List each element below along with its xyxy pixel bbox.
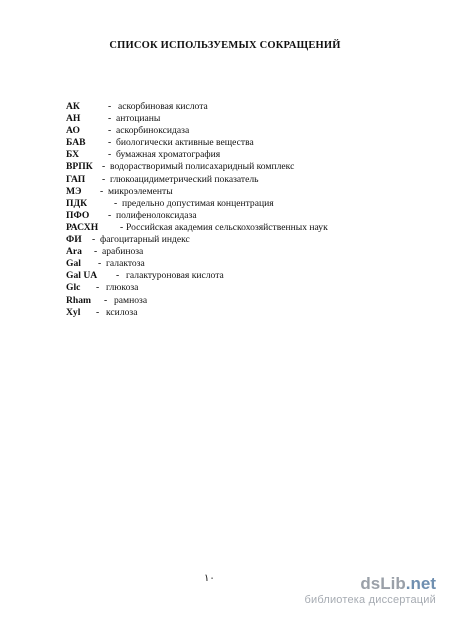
abbreviation-meaning: ксилоза bbox=[106, 306, 138, 318]
abbreviation-term: ПДК bbox=[66, 197, 88, 209]
abbreviation-term: Glc bbox=[66, 282, 81, 294]
abbreviation-meaning: биологически активные вещества bbox=[116, 137, 254, 149]
abbreviation-meaning: бумажная хроматография bbox=[116, 149, 221, 161]
abbreviation-meaning: глюкоацидиметрический показатель bbox=[110, 173, 259, 185]
abbreviation-dash: - bbox=[96, 282, 100, 294]
abbreviation-row bbox=[66, 198, 426, 210]
abbreviation-row bbox=[66, 149, 426, 161]
abbreviation-dash: - bbox=[108, 209, 112, 221]
abbreviation-dash: - bbox=[114, 197, 118, 209]
abbreviation-term: ПФО bbox=[66, 209, 90, 221]
abbreviation-row bbox=[66, 246, 426, 258]
abbreviation-meaning: водорастворимый полисахаридный комплекс bbox=[110, 161, 295, 173]
abbreviation-meaning: микроэлементы bbox=[108, 185, 173, 197]
watermark bbox=[304, 574, 436, 607]
abbreviation-meaning: арабиноза bbox=[102, 246, 144, 258]
abbreviation-dash: - bbox=[104, 294, 108, 306]
abbreviation-dash: - bbox=[96, 306, 100, 318]
abbreviation-term: АО bbox=[66, 125, 80, 137]
abbreviation-row bbox=[66, 161, 426, 173]
abbreviation-list bbox=[66, 101, 426, 319]
abbreviation-row bbox=[66, 307, 426, 319]
abbreviation-term: Rham bbox=[66, 294, 92, 306]
abbreviation-meaning: полифенолоксидаза bbox=[116, 209, 197, 221]
watermark-logo-main: dsLib bbox=[360, 574, 406, 593]
abbreviation-term: МЭ bbox=[66, 185, 82, 197]
abbreviation-meaning: антоцианы bbox=[116, 113, 161, 125]
page-title: СПИСОК ИСПОЛЬЗУЕМЫХ СОКРАЩЕНИЙ bbox=[109, 40, 341, 51]
abbreviation-meaning: предельно допустимая концентрация bbox=[122, 197, 274, 209]
abbreviation-term: ФИ bbox=[66, 234, 82, 246]
abbreviation-row bbox=[66, 270, 426, 282]
abbreviation-term: РАСХН bbox=[66, 221, 99, 233]
abbreviation-dash: - bbox=[108, 125, 112, 137]
abbreviation-meaning: глюкоза bbox=[106, 282, 139, 294]
abbreviation-term: БХ bbox=[66, 149, 80, 161]
abbreviation-meaning: фагоцитарный индекс bbox=[100, 234, 190, 246]
abbreviation-dash: - bbox=[102, 173, 106, 185]
abbreviation-dash: - bbox=[120, 221, 124, 233]
abbreviation-row bbox=[66, 125, 426, 137]
abbreviation-term: БАВ bbox=[66, 137, 86, 149]
abbreviation-term: Gal bbox=[66, 258, 81, 270]
abbreviation-dash: - bbox=[92, 234, 96, 246]
abbreviation-row bbox=[66, 282, 426, 294]
abbreviation-term: ГАП bbox=[66, 173, 86, 185]
abbreviation-row bbox=[66, 174, 426, 186]
watermark-subtitle: библиотека диссертаций bbox=[304, 594, 436, 606]
abbreviation-dash: - bbox=[100, 185, 104, 197]
abbreviation-row bbox=[66, 113, 426, 125]
abbreviation-row bbox=[66, 222, 426, 234]
abbreviation-meaning: рамноза bbox=[114, 294, 148, 306]
abbreviation-term: Gal UA bbox=[66, 270, 98, 282]
abbreviation-row bbox=[66, 258, 426, 270]
abbreviation-row bbox=[66, 295, 426, 307]
abbreviation-dash: - bbox=[108, 101, 112, 112]
abbreviation-meaning: аскорбиноксидаза bbox=[116, 125, 190, 137]
abbreviation-dash: - bbox=[94, 246, 98, 258]
page-number: ۱۰ bbox=[204, 573, 215, 584]
abbreviation-term: Xyl bbox=[66, 306, 81, 318]
watermark-logo bbox=[304, 574, 436, 593]
abbreviation-meaning: галактуроновая кислота bbox=[126, 270, 224, 282]
abbreviation-row bbox=[66, 137, 426, 149]
abbreviation-row bbox=[66, 234, 426, 246]
abbreviation-term: Ara bbox=[66, 246, 82, 258]
abbreviation-dash: - bbox=[116, 270, 120, 282]
abbreviation-dash: - bbox=[102, 161, 106, 173]
abbreviation-dash: - bbox=[108, 149, 112, 161]
abbreviation-dash: - bbox=[98, 258, 102, 270]
abbreviation-term: АК bbox=[66, 101, 80, 112]
abbreviation-term: АН bbox=[66, 113, 81, 125]
abbreviation-row bbox=[66, 210, 426, 222]
abbreviation-term: ВРПК bbox=[66, 161, 93, 173]
abbreviation-row bbox=[66, 186, 426, 198]
abbreviation-meaning: галактоза bbox=[106, 258, 145, 270]
abbreviation-meaning: Российская академия сельскохозяйственных наук bbox=[126, 221, 328, 233]
abbreviation-meaning: аскорбиновая кислота bbox=[118, 101, 208, 112]
abbreviation-dash: - bbox=[108, 113, 112, 125]
abbreviation-dash: - bbox=[108, 137, 112, 149]
abbreviation-row bbox=[66, 101, 426, 113]
watermark-logo-suffix: .net bbox=[405, 574, 436, 593]
